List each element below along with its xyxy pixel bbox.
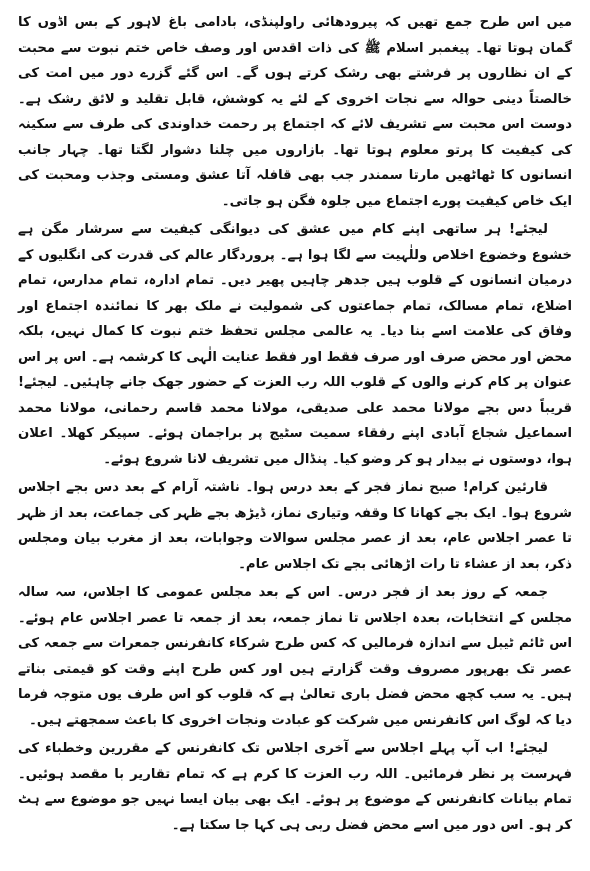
paragraph-speakers-intro: لیجئے! اب آپ پہلے اجلاس سے آخری اجلاس تک کانفرنس کے مقررین وخطباء کی فہرست پر نظر فرمائیں۔ اللہ رب العزت کا کرم ہے کہ تمام تقاریر با مقصد ہوئیں۔ تمام بیانات کانفرنس کے موضوع پر ہوئے۔ ایک بھی بیان ایسا نہیں جو موضوع سے ہٹ کر ہو۔ اس دور میں اسے محض فضل ربی ہی کہا جا سکتا ہے۔ [18, 741, 572, 833]
article-body [18, 10, 572, 838]
paragraph-friday-schedule: جمعہ کے روز بعد از فجر درس۔ اس کے بعد مجلس عمومی کا اجلاس، سہ سالہ مجلس کے انتخابات، بعدہ اجلاس تا نماز جمعہ، بعد از جمعہ تا عصر اجلاس عام ہوئے۔ اس ٹائم ٹیبل سے اندازہ فرمالیں کہ کس طرح شرکاء کانفرنس جمعرات سے جمعہ کی عصر تک بھرپور مصروف وقت گزارتے ہیں اور کس طرح اپنے وقت کو قیمتی بناتے ہیں۔ یہ سب کچھ محض فضل باری تعالیٰ ہے کہ قلوب کو اس طرف یوں متوجہ فرما دیا کہ لوگ اس کانفرنس میں شرکت کو عبادت ونجات اخروی کا باعث سمجھتے ہیں۔ [18, 585, 572, 728]
paragraph-devotion-and-stage: لیجئے! ہر ساتھی اپنے کام میں عشق کی دیوانگی کیفیت سے سرشار مگن ہے خشوع وخضوع اخلاص وللٰہیت سے لگا ہوا ہے۔ پروردگار عالم کی قدرت کی انگلیوں کے درمیان انسانوں کے قلوب ہیں جدھر چاہیں پھیر دیں۔ تمام ادارہ، تمام مدارس، تمام اضلاع، تمام مسالک، تمام جماعتوں کی شمولیت نے ملک بھر کا نمائندہ اجتماع اور وفاق کی علامت اسے بنا دیا۔ یہ عالمی مجلس تحفظ ختم نبوت کا کمال نہیں، بلکہ محض اور محض صرف اور صرف فقط اور فقط عنایت الٰہی کا کرشمہ ہے۔ اس پر اس عنوان پر کام کرنے والوں کے قلوب اللہ رب العزت کے حضور جھک جانے چاہئیں۔ لیجئے! قریباً دس بجے مولانا محمد علی صدیقی، مولانا محمد قاسم رحمانی، مولانا محمد اسماعیل شجاع آبادی اپنے رفقاء سمیت سٹیج پر براجمان ہوئے۔ سپیکر کھلا۔ اعلان ہوا، دوستوں نے بیدار ہو کر وضو کیا۔ پنڈال میں تشریف لانا شروع ہوئے۔ [18, 222, 572, 467]
paragraph-conference-crowd: میں اس طرح جمع تھیں کہ پیرودھائی راولپنڈی، بادامی باغ لاہور کے بس اڈوں کا گمان ہوتا تھا۔ پیغمبر اسلام ﷺ کی ذات اقدس اور وصف خاص ختم نبوت سے محبت کے ان نظاروں پر فرشتے بھی رشک کرتے ہوں گے۔ اس گئے گزرے دور میں امت کی خالصتاً دینی حوالہ سے نجات اخروی کے لئے یہ کوشش، قابل تقلید و لائق رشک ہے۔ دوست اس محبت سے تشریف لائے کہ اجتماع پر رحمت خداوندی کی طرف سے سکینہ کی کیفیت کا پرتو معلوم ہوتا تھا۔ بازاروں میں چلنا دشوار لگتا تھا۔ چہار جانب انسانوں کا ٹھاٹھیں مارتا سمندر جب بھی قافلہ آتا عشق ومستی وجذب ومحبت کی ایک خاص کیفیت پورے اجتماع میں جلوہ فگن ہو جاتی۔ [18, 15, 572, 209]
paragraph-daily-schedule: قارئین کرام! صبح نماز فجر کے بعد درس ہوا۔ ناشتہ آرام کے بعد دس بجے اجلاس شروع ہوا۔ ایک بجے کھانا کا وقفہ وتیاری نماز، ڈیڑھ بجے ظہر کی جماعت، بعد از ظہر تا عصر اجلاس عام، بعد از عصر مجلس سوالات وجوابات، بعد از مغرب بیان ومجلس ذکر، بعد از عشاء تا رات اڑھائی بجے تک اجلاس عام۔ [18, 480, 572, 572]
